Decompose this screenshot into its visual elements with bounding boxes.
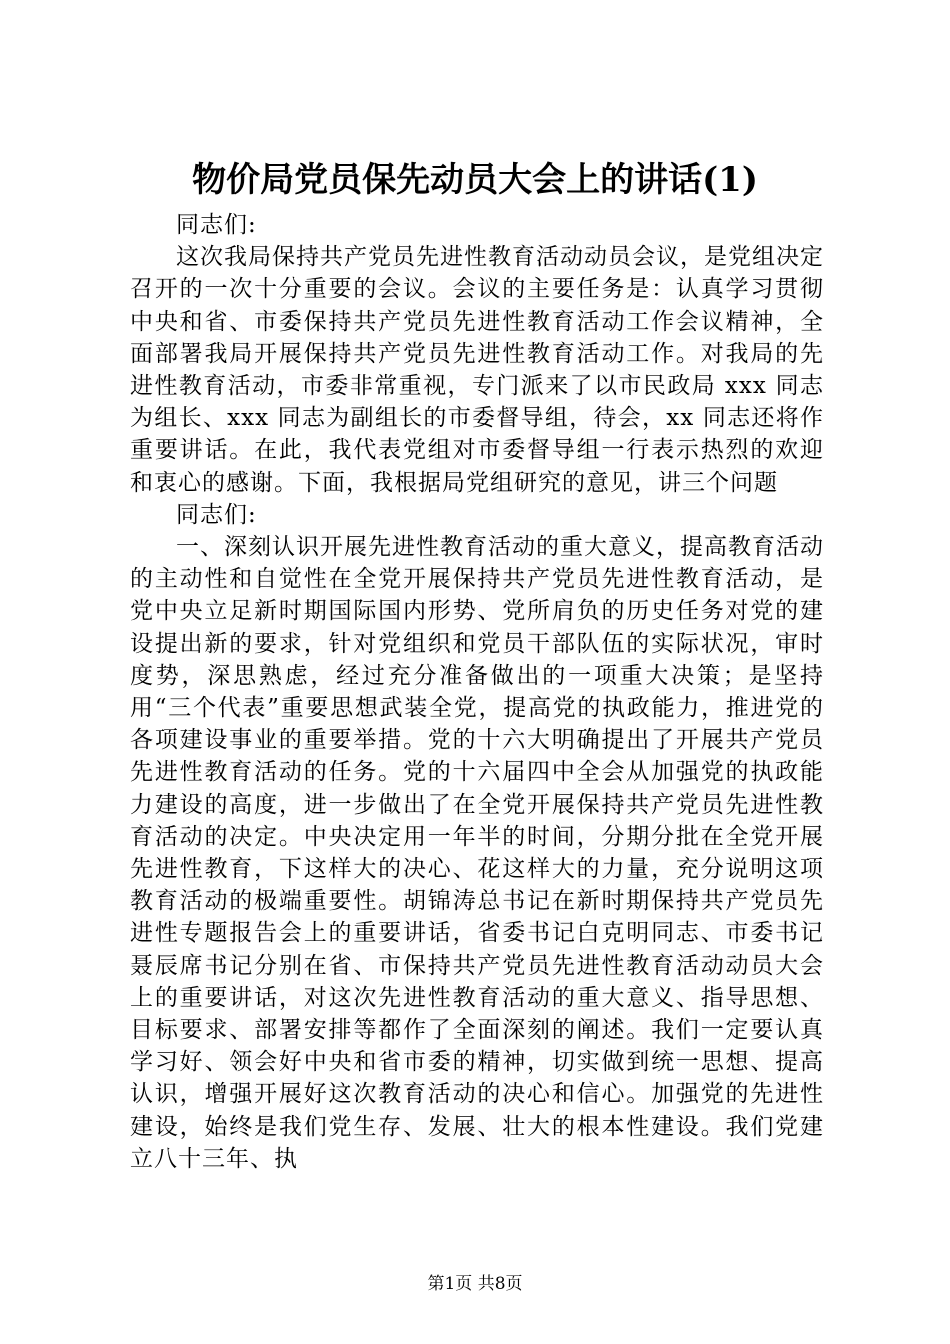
page-number-text: 第1页 共8页 <box>427 1274 523 1294</box>
document-title: 物价局党员保先动员大会上的讲话(1) <box>192 160 758 200</box>
paragraph-salutation-1: 同志们: <box>176 212 257 238</box>
paragraph-section-one: 一、深刻认识开展先进性教育活动的重大意义，提高教育活动的主动性和自觉性在全党开展保持共产党员先进性教育活动，是党中央立足新时期国际国内形势、党所肩负的历史任务对党的建设提出新的要求，针对党组织和党员干部队伍的实际状况，审时度势，深思熟虑，经过充分准备做出的一项重大决策；是坚持用“三个代表”重要思想武装全党，提高党的执政能力，推进党的各项建设事业的重要举措。党的十六大明确提出了开展共产党员先进性教育活动的任务。党的十六届四中全会从加强党的执政能力建设的高度，进一步做出了在全党开展保持共产党员先进性教育活动的决定。中央决定用一年半的时间，分期分批在全党开展先进性教育，下这样大的决心、花这样大的力量，充分说明这项教育活动的极端重要性。胡锦涛总书记在新时期保持共产党员先进性专题报告会上的重要讲话，省委书记白克明同志、市委书记聂辰席书记分别在省、市保持共产党员先进性教育活动动员大会上的重要讲话，对这次先进性教育活动的重大意义、指导思想、目标要求、部署安排等都作了全面深刻的阐述。我们一定要认真学习好、领会好中央和省市委的精神，切实做到统一思想、提高认识，增强开展好这次教育活动的决心和信心。加强党的先进性建设，始终是我们党生存、发展、壮大的根本性建设。我们党建立八十三年、执 <box>130 534 824 1172</box>
document-body <box>130 209 824 1175</box>
paragraph-intro: 这次我局保持共产党员先进性教育活动动员会议，是党组决定召开的一次十分重要的会议。会议的主要任务是：认真学习贯彻中央和省、市委保持共产党员先进性教育活动工作会议精神，全面部署我局开展保持共产党员先进性教育活动工作。对我局的先进性教育活动，市委非常重视，专门派来了以市民政局 xxx 同志为组长、xxx 同志为副组长的市委督导组，待会，xx 同志还将作重要讲话。在此，我代表党组对市委督导组一行表示热烈的欢迎和衷心的感谢。下面，我根据局党组研究的意见，讲三个问题 <box>130 244 824 496</box>
paragraph-salutation-2: 同志们: <box>176 501 257 528</box>
page-footer <box>0 1272 950 1296</box>
